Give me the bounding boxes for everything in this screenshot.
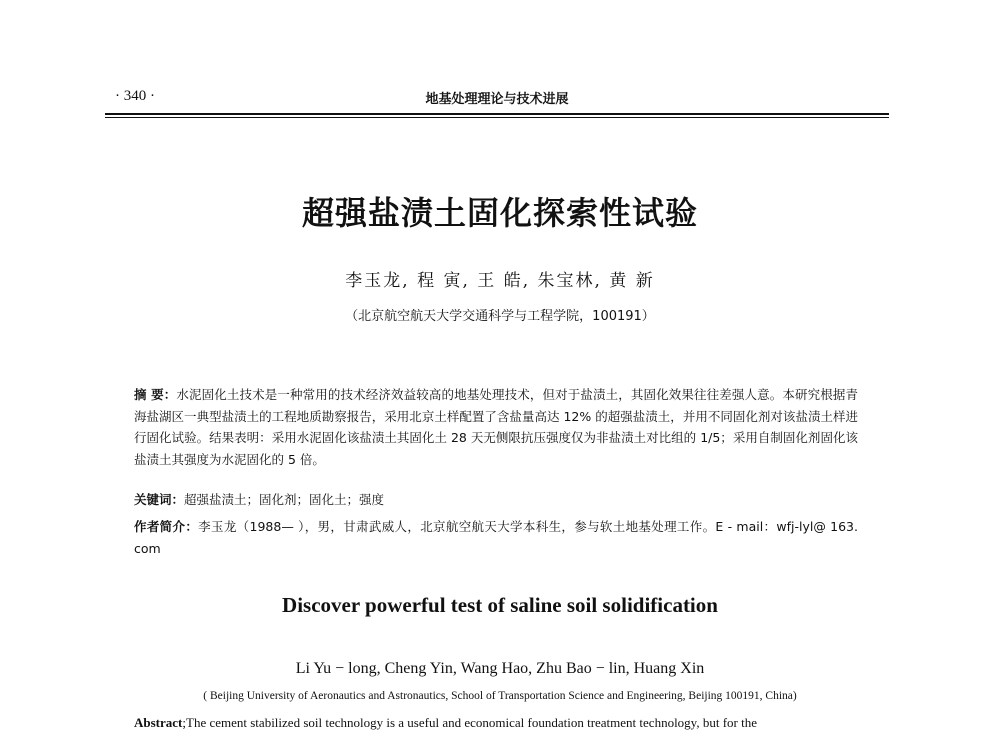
author-bio-label: 作者简介：	[134, 519, 199, 534]
abstract-cn-text: 水泥固化土技术是一种常用的技术经济效益较高的地基处理技术，但对于盐渍土，其固化效果往往差强人意。本研究根据青海盐湖区一典型盐渍土的工程地质勘察报告，采用北京土样配置了含盐量高达 12% 的超强盐渍土，并用不同固化剂对该盐渍土样进行固化试验。结果表明：采用水泥固化该盐渍土其固化土 28 天无侧限抗压强度仅为非盐渍土对比组的 1/5；采用自制固化剂固化该盐渍土其强度为水泥固化的 5 倍。	[134, 387, 858, 467]
page-number: · 340 ·	[115, 88, 155, 104]
header-rule-thin	[105, 117, 889, 118]
abstract-en	[134, 712, 858, 734]
authors-cn: 李玉龙, 程 寅, 王 皓, 朱宝林, 黄 新	[345, 271, 655, 291]
affiliation-cn: （北京航空航天大学交通科学与工程学院，100191）	[345, 309, 655, 324]
keywords	[134, 490, 858, 508]
keywords-text: 超强盐渍土；固化剂；固化土；强度	[184, 492, 385, 507]
author-bio	[134, 516, 858, 560]
running-head	[105, 88, 889, 108]
affiliation-en: ( Beijing University of Aeronautics and Astronautics, School of Transportation Science and Engineering, Beijing 100191, China)	[203, 690, 797, 702]
paper-title-cn: 超强盐渍土固化探索性试验	[301, 194, 698, 232]
authors-en: Li Yu − long, Cheng Yin, Wang Hao, Zhu Bao − lin, Huang Xin	[295, 660, 705, 677]
abstract-en-label: Abstract	[134, 715, 183, 730]
abstract-cn-label: 摘 要：	[134, 387, 177, 402]
abstract-en-text: ;The cement stabilized soil technology is a useful and economical foundation treatment technology, but for the	[182, 715, 757, 730]
paper-title-en: Discover powerful test of saline soil solidification	[282, 593, 718, 617]
journal-name: 地基处理理论与技术进展	[425, 92, 569, 107]
header-rule-thick	[105, 113, 889, 115]
author-bio-text: 李玉龙（1988— ），男，甘肃武威人，北京航空航天大学本科生，参与软土地基处理工作。E - mail：wfj-lyl@ 163. com	[134, 519, 858, 556]
keywords-label: 关键词：	[134, 492, 185, 507]
abstract-cn	[134, 384, 858, 470]
